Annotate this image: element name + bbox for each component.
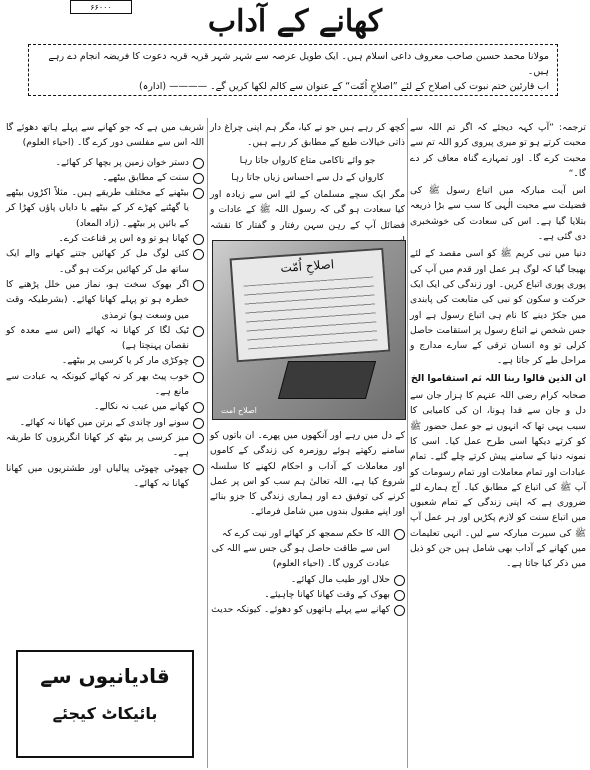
book-icon bbox=[278, 361, 376, 399]
circle-bullet-icon bbox=[394, 529, 405, 540]
column-divider bbox=[207, 118, 208, 768]
circle-bullet-icon bbox=[193, 173, 204, 184]
list-item: کھانا ہو تو وہ اس پر قناعت کرے۔ bbox=[6, 231, 204, 246]
list-item: حلال اور طیب مال کھائے۔ bbox=[210, 572, 405, 587]
list-item: بھوک کے وقت کھانا کھانا چاہیئے۔ bbox=[210, 587, 405, 602]
circle-bullet-icon bbox=[193, 464, 204, 475]
list-item: اللہ کا حکم سمجھ کر کھائے اور نیت کرے کہ اس سے طاقت حاصل ہو گی جس سے اللہ کی عبادت کروں گا۔ (احیاء العلوم) bbox=[210, 526, 405, 572]
column-middle bbox=[210, 120, 405, 250]
circle-bullet-icon bbox=[193, 188, 204, 199]
list-item: چھوٹی چھوٹی پیالیاں اور طشتریوں میں کھانا کھانا نہ کھائے۔ bbox=[6, 461, 204, 492]
paragraph: کے دل میں رہے اور آنکھوں میں پھرے۔ ان باتوں کو سامنے رکھتے ہوئے روزمرہ کی زندگی کے کاموں اور معاملات کے آداب و احکام لکھنے کا سلسلہ شروع کیا ہے، اللہ تعالیٰ ہم سب کو اس پر عمل کرنے کی توفیق دے اور ہماری زندگی کا جزو بنائے اور اپنے مقبول بندوں میں شامل فرمائے۔ bbox=[210, 430, 405, 518]
photo-caption: اصلاح امت bbox=[221, 406, 257, 415]
plaque bbox=[230, 248, 391, 362]
circle-bullet-icon bbox=[193, 356, 204, 367]
article-photo bbox=[212, 240, 406, 420]
column-left bbox=[6, 120, 204, 640]
circle-bullet-icon bbox=[193, 280, 204, 291]
circle-bullet-icon bbox=[193, 326, 204, 337]
circle-bullet-icon bbox=[394, 590, 405, 601]
notice-line-2: اب قارئین ختم نبوت کی اصلاح کے لئے ”اصلاحِ اُمّت“ کے عنوان سے کالم لکھا کریں گے۔ ———— (ادارہ) bbox=[139, 81, 549, 92]
paragraph: مگر ایک سچے مسلمان کے لئے اس سے زیادہ اور کیا سعادت ہو گی کہ رسول اللہ ﷺ کے عادات و فضائل آپ کے رہن سہن رفتار و گفتار کا نقشہ bbox=[210, 189, 405, 231]
circle-bullet-icon bbox=[193, 433, 204, 444]
list-item: کھانے میں عیب نہ نکالے۔ bbox=[6, 399, 204, 414]
boycott-advert-box bbox=[16, 650, 194, 758]
paragraph: شریف میں ہے کہ جو کھانے سے پہلے ہاتھ دھوئے گا اللہ اس سے مفلسی دور کرے گا۔ (احیاء العلوم) bbox=[6, 122, 204, 149]
paragraph: کچھ کر رہے ہیں جو نے کیا، مگر ہم اپنی چراغ دار ذاتی خیالات طبع کے مطابق کر رہے ہیں۔ bbox=[210, 122, 405, 149]
circle-bullet-icon bbox=[394, 605, 405, 616]
column-middle-lower bbox=[210, 428, 405, 618]
verse: ان الذین قالوا ربنا اللہ ثم استقاموا الخ bbox=[411, 372, 586, 384]
issue-badge: ۶۶۰۰۰ bbox=[70, 0, 132, 14]
notice-line-1: مولانا محمد حسین صاحب معروف داعی اسلام ہیں۔ ایک طویل عرصہ سے شہر شہر قریہ قریہ دعوت کا فریضہ انجام دے رہے ہیں۔ bbox=[48, 51, 549, 77]
list-item: اگر بھوک سخت ہو، نماز میں خلل پڑھنے کا خطرہ ہو تو پہلے کھانا کھائے۔ (بشرطیکہ وقت میں وسعت ہو) ترمذی bbox=[6, 277, 204, 323]
advert-line-1: قادیانیوں سے bbox=[40, 664, 170, 688]
circle-bullet-icon bbox=[394, 575, 405, 586]
list-item: ٹیک لگا کر کھانا نہ کھائے (اس سے معدہ کو نقصان پہنچتا ہے) bbox=[6, 323, 204, 354]
list-item: کئی لوگ مل کر کھائیں جتنے کھانے والے ایک ساتھ مل کر کھائیں برکت ہو گی۔ bbox=[6, 246, 204, 277]
paragraph: دنیا میں نبی کریم ﷺ کو اسی مقصد کے لئے بھیجا گیا کہ لوگ ہر عمل اور قدم میں آپ کی پوری پوری اتباع کریں۔ اور زندگی کی ایک ایک حرکت و سکون کو نبی کی متابعت کی پابندی میں جکڑ دینے کا نام ہی اتباع رسول ہے اور جس شخص نے اتباع رسول پر استقامت حاصل کرلی تو وہ انسان ترقی کے سارے مدارج و مراحل طے کر جاتا ہے۔ bbox=[410, 248, 586, 367]
paragraph: ترجمہ: ”آپ کہہ دیجئے کہ اگر تم اللہ سے محبت کرتے ہو تو میری پیروی کرو اللہ تم سے محبت کرے گا۔ اور تمہارے گناہ معاف کر دے گا۔“ bbox=[410, 122, 586, 179]
list-item: سنت کے مطابق بیٹھے۔ bbox=[6, 170, 204, 185]
list-item: سونے اور چاندی کے برتن میں کھانا نہ کھائے۔ bbox=[6, 415, 204, 430]
list-item: کھانے سے پہلے ہاتھوں کو دھوئے۔ کیونکہ حدیث bbox=[210, 602, 405, 617]
list-item: بیٹھنے کے مختلف طریقے ہیں۔ مثلاً اکڑوں بیٹھے یا گھٹنے کھڑے کر کے بیٹھے یا دایاں پاؤں کھڑا کر کے بائیں پر بیٹھے۔ (زاد المعاد) bbox=[6, 185, 204, 231]
plaque-title: اصلاحِ اُمّت bbox=[279, 257, 335, 275]
circle-bullet-icon bbox=[193, 418, 204, 429]
column-divider bbox=[407, 118, 408, 768]
paragraph: اس آیت مبارکہ میں اتباع رسول ﷺ کی فضیلت سے محبت الٰہی کا سب سے بڑا ذریعہ بتلایا گیا ہے۔ اس کی سعادت کی خوشخبری دی گئی ہے۔ bbox=[410, 185, 586, 243]
plaque-text-lines bbox=[243, 277, 377, 350]
list-item: دستر خوان زمین پر بچھا کر کھائے۔ bbox=[6, 155, 204, 170]
circle-bullet-icon bbox=[193, 249, 204, 260]
paragraph: صحابہ کرام رضی اللہ عنہم کا ہزار جان سے دل و جان سے فدا ہونا، ان کی کامیابی کا سبب یہی تھا کہ انہوں نے جو عمل حضور ﷺ کو کرتے دیکھا اسی طرح عمل کیا۔ اسی کا نمونہ دنیا کے سامنے پیش کرتے چلے گئے۔ تمام عبادات اور تمام معاملات اور تمام رسومات کو آپ ﷺ کی اتباع کے مطابق کیا۔ آج ہمارے لئے ضروری ہے کہ اپنی زندگی کے تمام شعبوں میں اتباع سنت کو لازم پکڑیں اور ہر عمل آپ ﷺ کی سیرت مبارکہ سے لیں۔ انہی تعلیمات میں کھانے کے آداب بھی شامل ہیں جن کو ذیل میں ذکر کیا جاتا ہے۔ bbox=[410, 390, 586, 570]
circle-bullet-icon bbox=[193, 402, 204, 413]
circle-bullet-icon bbox=[193, 158, 204, 169]
poem-line: جو وائے ناکامی متاع کارواں جاتا رہا bbox=[239, 154, 376, 166]
poem-line: کارواں کے دل سے احساس زیاں جاتا رہا bbox=[231, 171, 384, 183]
circle-bullet-icon bbox=[193, 234, 204, 245]
list-item: خوب پیٹ بھر کر نہ کھائے کیونکہ یہ عبادت سے مانع ہے۔ bbox=[6, 369, 204, 400]
circle-bullet-icon bbox=[193, 372, 204, 383]
list-item: میز کرسی پر بیٹھ کر کھانا انگریزوں کا طریقہ ہے۔ bbox=[6, 430, 204, 461]
page-title: کھانے کے آداب bbox=[207, 4, 383, 39]
list-item: چوکڑی مار کر یا کرسی پر بیٹھے۔ bbox=[6, 353, 204, 368]
column-right bbox=[410, 120, 586, 768]
editor-notice bbox=[28, 44, 558, 96]
advert-line-2: بائیکاٹ کیجئے bbox=[52, 704, 158, 723]
